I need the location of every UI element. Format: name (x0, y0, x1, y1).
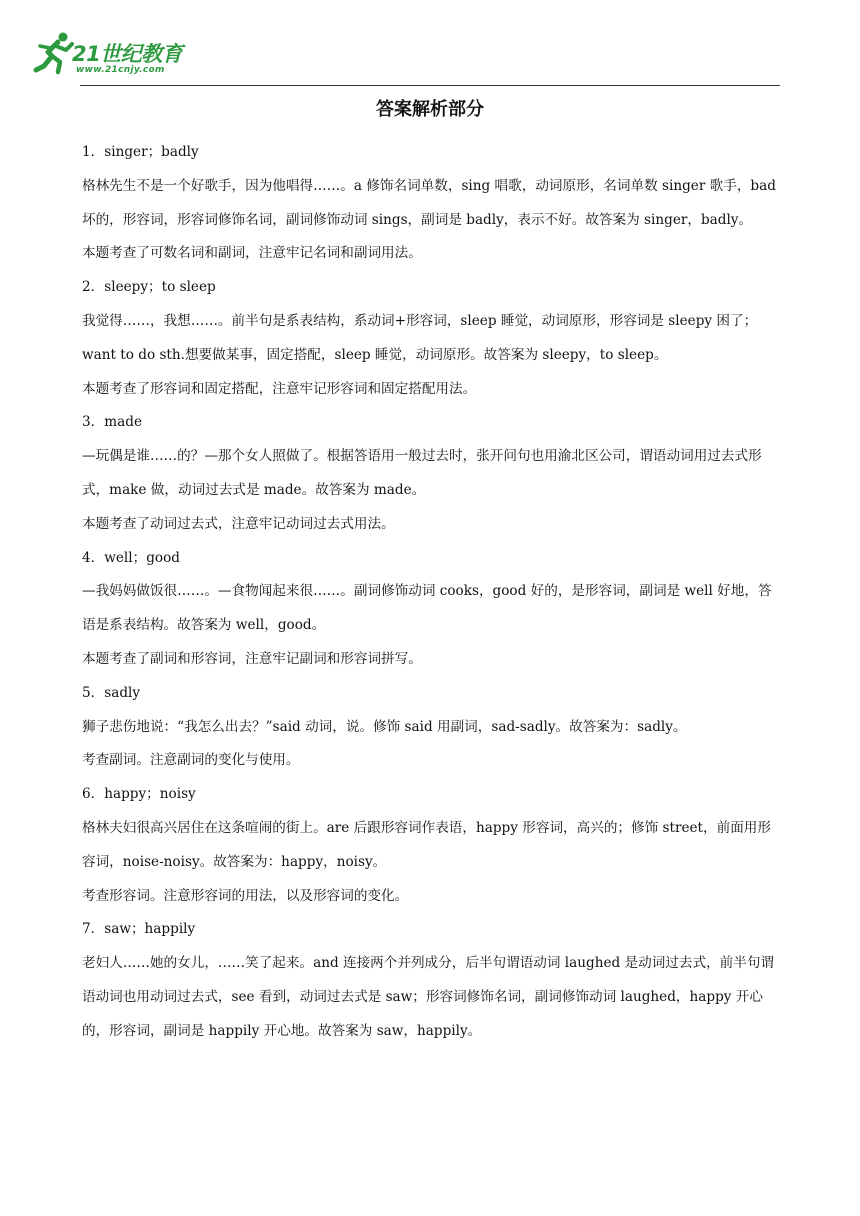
answer-item (82, 677, 782, 778)
page-title: 答案解析部分 (376, 99, 484, 120)
comment-text: 考查副词。注意副词的变化与使用。 (82, 752, 300, 769)
answer-line: 3．made (82, 414, 142, 431)
answer-list (82, 136, 782, 1049)
answer-item (82, 542, 782, 677)
answer-item (82, 271, 782, 406)
comment-text: 本题考查了副词和形容词，注意牢记副词和形容词拼写。 (82, 650, 422, 667)
header-divider (80, 85, 780, 86)
answer-line: 1．singer；badly (82, 144, 199, 160)
analysis-text: 老妇人……她的女儿，……笑了起来。and 连接两个并列成分，后半句谓语动词 laughed 是动词过去式，前半句谓语动词也用动词过去式，see 看到，动词过去式是 saw；形容词修饰名词，副词修饰动词 laughed，happy 开心的，形容词，副词是 happily 开心地。故答案为 saw，happily。 (82, 955, 775, 1039)
answer-item (82, 406, 782, 541)
logo-brand-text: 21世纪教育 (72, 42, 183, 66)
analysis-text: 格林先生不是一个好歌手，因为他唱得……。a 修饰名词单数，sing 唱歌，动词原形，名词单数 singer 歌手，bad 坏的，形容词，形容词修饰名词，副词修饰动词 sings，副词是 badly，表示不好。故答案为 singer，badly。 (82, 177, 776, 228)
analysis-text: 狮子悲伤地说：“我怎么出去？”said 动词，说。修饰 said 用副词，sad-sadly。故答案为：sadly。 (82, 718, 687, 735)
analysis-text: 我觉得……，我想……。前半句是系表结构，系动词+形容词，sleep 睡觉，动词原形，形容词是 sleepy 困了；want to do sth.想要做某事，固定搭配，sleep 睡觉，动词原形。故答案为 sleepy，to sleep。 (82, 312, 758, 363)
logo-url-text: www.21cnjy.com (76, 65, 165, 75)
analysis-text: 格林夫妇很高兴居住在这条喧闹的街上。are 后跟形容词作表语，happy 形容词，高兴的；修饰 street，前面用形容词，noise-noisy。故答案为：happy，noisy。 (82, 819, 771, 870)
analysis-text: —玩偶是谁……的？—那个女人照做了。根据答语用一般过去时，张开问句也用渝北区公司，谓语动词用过去式形式，make 做，动词过去式是 made。故答案为 made。 (82, 448, 762, 498)
answer-line: 2．sleepy；to sleep (82, 279, 216, 296)
comment-text: 本题考查了可数名词和副词，注意牢记名词和副词用法。 (82, 245, 422, 262)
answer-line: 7．saw；happily (82, 921, 196, 938)
answer-item (82, 778, 782, 913)
answer-item (82, 136, 782, 271)
comment-text: 考查形容词。注意形容词的用法，以及形容词的变化。 (82, 887, 409, 904)
comment-text: 本题考查了形容词和固定搭配，注意牢记形容词和固定搭配用法。 (82, 380, 477, 397)
answer-line: 6．happy；noisy (82, 786, 196, 803)
logo (30, 30, 200, 80)
answer-item (82, 913, 782, 1048)
runner-icon (30, 30, 76, 76)
answer-line: 4．well；good (82, 549, 180, 566)
comment-text: 本题考查了动词过去式，注意牢记动词过去式用法。 (82, 515, 395, 532)
analysis-text: —我妈妈做饭很……。—食物闻起来很……。副词修饰动词 cooks，good 好的，是形容词，副词是 well 好地，答语是系表结构。故答案为 well，good。 (82, 583, 772, 634)
answer-line: 5．sadly (82, 684, 141, 701)
